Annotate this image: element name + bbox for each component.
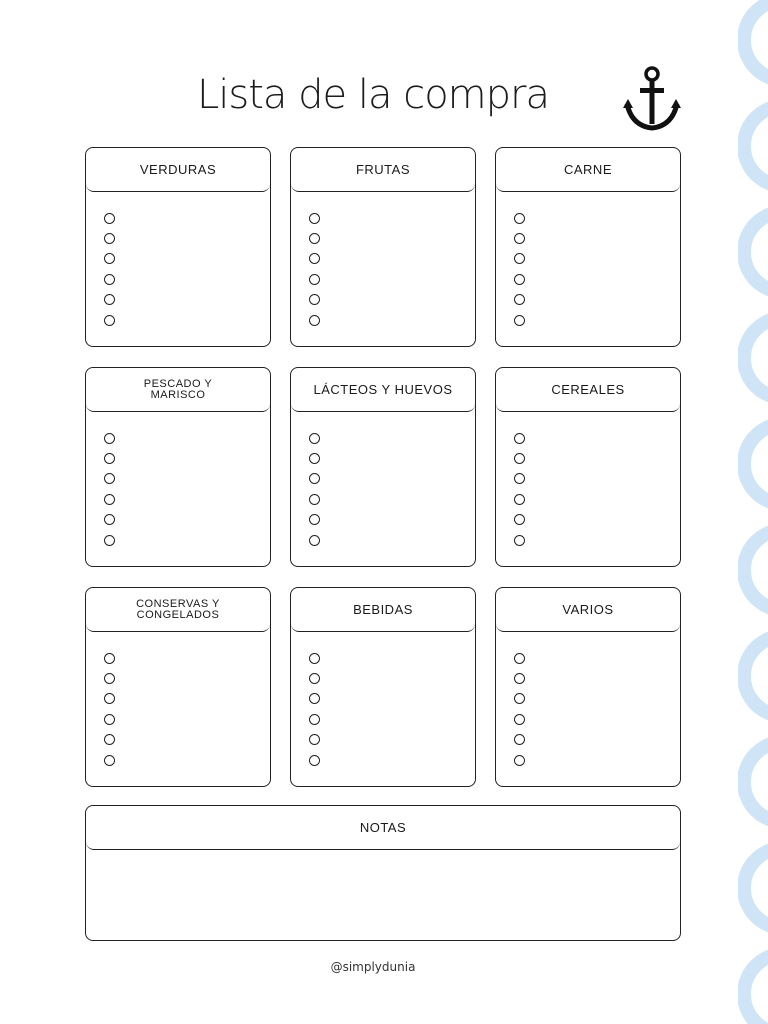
checkbox-circle-icon[interactable] — [309, 453, 320, 464]
checkbox-circle-icon[interactable] — [309, 274, 320, 285]
checklist-item[interactable] — [104, 648, 115, 668]
checkbox-circle-icon[interactable] — [514, 294, 525, 305]
checkbox-circle-icon[interactable] — [104, 453, 115, 464]
category-header: CONSERVAS Y CONGELADOS — [86, 588, 270, 632]
category-header: PESCADO Y MARISCO — [86, 368, 270, 412]
checklist-item[interactable] — [104, 510, 115, 530]
checklist — [104, 428, 115, 550]
checklist-item[interactable] — [104, 709, 115, 729]
category-card — [495, 147, 681, 347]
checklist-item[interactable] — [514, 648, 525, 668]
checklist-item[interactable] — [514, 208, 525, 228]
checklist-item[interactable] — [104, 208, 115, 228]
checklist-item[interactable] — [514, 249, 525, 269]
checkbox-circle-icon[interactable] — [309, 535, 320, 546]
checklist-item[interactable] — [104, 730, 115, 750]
category-card — [85, 367, 271, 567]
checkbox-circle-icon[interactable] — [514, 473, 525, 484]
checklist-item[interactable] — [514, 750, 525, 770]
checkbox-circle-icon[interactable] — [104, 494, 115, 505]
wave-arc — [744, 636, 768, 716]
category-header: VERDURAS — [86, 148, 270, 192]
category-card — [495, 587, 681, 787]
checkbox-circle-icon[interactable] — [309, 233, 320, 244]
checklist-item[interactable] — [309, 510, 320, 530]
checkbox-circle-icon[interactable] — [514, 734, 525, 745]
checkbox-circle-icon[interactable] — [309, 514, 320, 525]
category-header: CEREALES — [496, 368, 680, 412]
checklist-item[interactable] — [104, 310, 115, 330]
checkbox-circle-icon[interactable] — [104, 315, 115, 326]
checklist-item[interactable] — [309, 208, 320, 228]
checkbox-circle-icon[interactable] — [514, 755, 525, 766]
checklist-item[interactable] — [514, 730, 525, 750]
checkbox-circle-icon[interactable] — [104, 734, 115, 745]
checklist-item[interactable] — [309, 668, 320, 688]
checklist-item[interactable] — [514, 448, 525, 468]
category-header: LÁCTEOS Y HUEVOS — [291, 368, 475, 412]
wave-arc — [744, 318, 768, 398]
checklist-item[interactable] — [104, 530, 115, 550]
checkbox-circle-icon[interactable] — [514, 714, 525, 725]
checklist-item[interactable] — [514, 428, 525, 448]
checklist — [514, 428, 525, 550]
checkbox-circle-icon[interactable] — [104, 433, 115, 444]
wave-arc — [744, 0, 768, 80]
page-title: Lista de la compra — [197, 72, 549, 118]
checkbox-circle-icon[interactable] — [104, 473, 115, 484]
checklist-item[interactable] — [309, 709, 320, 729]
checklist-item[interactable] — [514, 530, 525, 550]
checkbox-circle-icon[interactable] — [514, 433, 525, 444]
checkbox-circle-icon[interactable] — [514, 274, 525, 285]
checkbox-circle-icon[interactable] — [514, 213, 525, 224]
category-header: CARNE — [496, 148, 680, 192]
checklist-item[interactable] — [514, 689, 525, 709]
checkbox-circle-icon[interactable] — [104, 535, 115, 546]
checklist-item[interactable] — [309, 249, 320, 269]
checklist-item[interactable] — [514, 228, 525, 248]
checkbox-circle-icon[interactable] — [309, 693, 320, 704]
wave-arc — [744, 954, 768, 1024]
checkbox-circle-icon[interactable] — [104, 233, 115, 244]
checklist — [309, 428, 320, 550]
category-header: VARIOS — [496, 588, 680, 632]
wave-border-decoration — [738, 0, 768, 1024]
checkbox-circle-icon[interactable] — [514, 233, 525, 244]
checkbox-circle-icon[interactable] — [309, 213, 320, 224]
checklist-item[interactable] — [514, 668, 525, 688]
checklist — [514, 648, 525, 770]
checklist-item[interactable] — [309, 750, 320, 770]
checklist-item[interactable] — [104, 428, 115, 448]
checkbox-circle-icon[interactable] — [514, 693, 525, 704]
checkbox-circle-icon[interactable] — [514, 653, 525, 664]
checklist-item[interactable] — [309, 530, 320, 550]
wave-arc — [744, 530, 768, 610]
checklist-item[interactable] — [104, 469, 115, 489]
checkbox-circle-icon[interactable] — [309, 714, 320, 725]
checkbox-circle-icon[interactable] — [514, 514, 525, 525]
checklist — [309, 648, 320, 770]
checklist-item[interactable] — [514, 269, 525, 289]
checklist-item[interactable] — [514, 290, 525, 310]
category-card — [85, 147, 271, 347]
checkbox-circle-icon[interactable] — [514, 535, 525, 546]
checkbox-circle-icon[interactable] — [309, 653, 320, 664]
checkbox-circle-icon[interactable] — [309, 473, 320, 484]
category-card — [290, 367, 476, 567]
checklist — [104, 648, 115, 770]
checkbox-circle-icon[interactable] — [104, 213, 115, 224]
checklist-item[interactable] — [104, 228, 115, 248]
checklist-item[interactable] — [514, 310, 525, 330]
category-card — [290, 147, 476, 347]
checklist — [514, 208, 525, 330]
checkbox-circle-icon[interactable] — [104, 514, 115, 525]
checklist-item[interactable] — [309, 648, 320, 668]
checklist-item[interactable] — [514, 709, 525, 729]
anchor-icon — [622, 66, 682, 132]
checklist-item[interactable] — [104, 750, 115, 770]
checkbox-circle-icon[interactable] — [309, 253, 320, 264]
checklist-item[interactable] — [309, 469, 320, 489]
checkbox-circle-icon[interactable] — [514, 673, 525, 684]
checklist-item[interactable] — [309, 730, 320, 750]
category-card — [290, 587, 476, 787]
checkbox-circle-icon[interactable] — [514, 453, 525, 464]
checklist — [104, 208, 115, 330]
checklist-item[interactable] — [514, 489, 525, 509]
wave-arc — [744, 848, 768, 928]
wave-arc — [744, 424, 768, 504]
checkbox-circle-icon[interactable] — [309, 433, 320, 444]
checkbox-circle-icon[interactable] — [309, 315, 320, 326]
category-card — [495, 367, 681, 567]
checklist-item[interactable] — [514, 510, 525, 530]
checklist — [309, 208, 320, 330]
checkbox-circle-icon[interactable] — [309, 755, 320, 766]
checkbox-circle-icon[interactable] — [514, 494, 525, 505]
checklist-item[interactable] — [309, 448, 320, 468]
checklist-item[interactable] — [104, 290, 115, 310]
wave-arc — [744, 212, 768, 292]
checklist-item[interactable] — [309, 689, 320, 709]
wave-arc — [744, 106, 768, 186]
checkbox-circle-icon[interactable] — [514, 315, 525, 326]
checklist-item[interactable] — [104, 668, 115, 688]
checklist-item[interactable] — [514, 469, 525, 489]
category-header: BEBIDAS — [291, 588, 475, 632]
checkbox-circle-icon[interactable] — [104, 253, 115, 264]
checkbox-circle-icon[interactable] — [104, 294, 115, 305]
checklist-item[interactable] — [104, 489, 115, 509]
checklist-item[interactable] — [104, 269, 115, 289]
checklist-item[interactable] — [309, 290, 320, 310]
checklist-item[interactable] — [309, 428, 320, 448]
footer-handle: @simplydunia — [330, 960, 416, 974]
checklist-item[interactable] — [309, 269, 320, 289]
category-card — [85, 587, 271, 787]
checkbox-circle-icon[interactable] — [104, 673, 115, 684]
checklist-item[interactable] — [104, 448, 115, 468]
checkbox-circle-icon[interactable] — [104, 693, 115, 704]
notes-header: NOTAS — [86, 806, 680, 850]
checkbox-circle-icon[interactable] — [309, 294, 320, 305]
category-grid — [85, 147, 681, 787]
checkbox-circle-icon[interactable] — [309, 734, 320, 745]
notes-box — [85, 805, 681, 941]
checkbox-circle-icon[interactable] — [104, 755, 115, 766]
wave-arc — [744, 742, 768, 822]
category-header: FRUTAS — [291, 148, 475, 192]
checklist-item[interactable] — [309, 489, 320, 509]
checkbox-circle-icon[interactable] — [309, 494, 320, 505]
checkbox-circle-icon[interactable] — [104, 653, 115, 664]
checkbox-circle-icon[interactable] — [104, 714, 115, 725]
checkbox-circle-icon[interactable] — [104, 274, 115, 285]
checklist-item[interactable] — [104, 249, 115, 269]
checklist-item[interactable] — [309, 310, 320, 330]
checkbox-circle-icon[interactable] — [309, 673, 320, 684]
checklist-item[interactable] — [309, 228, 320, 248]
checkbox-circle-icon[interactable] — [514, 253, 525, 264]
checklist-item[interactable] — [104, 689, 115, 709]
